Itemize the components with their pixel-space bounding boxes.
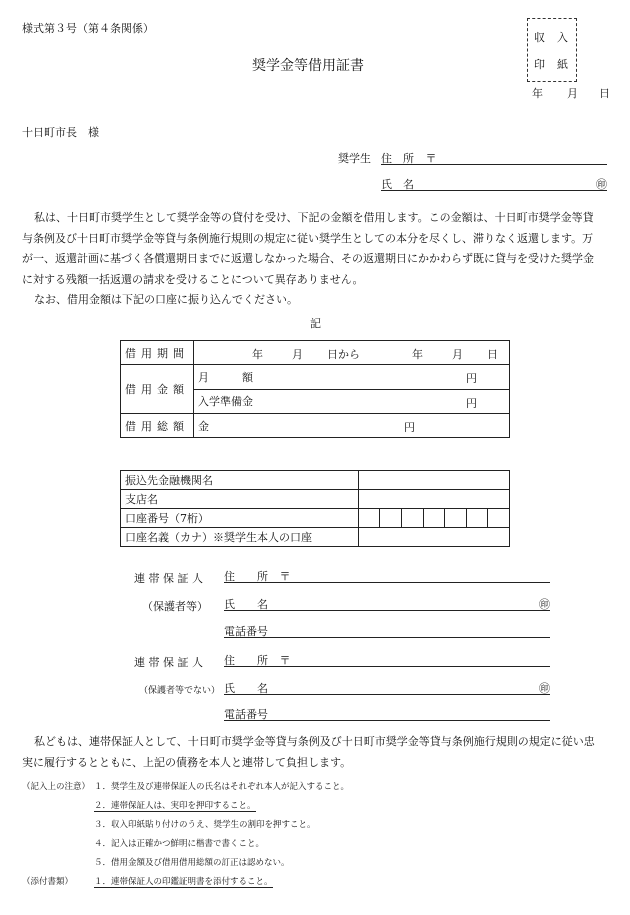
postal-mark: 〒 xyxy=(279,654,291,667)
note-item: ４．記入は正確かつ鮮明に楷書で書くこと。 xyxy=(94,839,265,849)
bank-table xyxy=(120,470,510,547)
ki-mark: 記 xyxy=(310,317,321,330)
guarantor1-phone-field[interactable] xyxy=(224,623,550,638)
student-address-field[interactable] xyxy=(381,150,607,165)
date-month: 月 xyxy=(567,87,578,100)
addressee: 十日町市長 様 xyxy=(22,126,99,139)
notes-label: （記入上の注意） xyxy=(22,782,91,792)
attach-label: （添付書類） xyxy=(22,877,74,887)
monthly-cell[interactable] xyxy=(194,365,510,390)
prep-cell[interactable] xyxy=(194,389,510,414)
phone-label: 電話番号 xyxy=(224,708,268,721)
seal-mark: ㊞ xyxy=(596,178,607,191)
bank-label: 振込先金融機関名 xyxy=(121,471,359,490)
total-label: 借用総額 xyxy=(121,414,194,438)
phone-label: 電話番号 xyxy=(224,625,268,638)
guarantor1-name-field[interactable] xyxy=(224,596,550,611)
account-digit-box[interactable] xyxy=(466,509,488,528)
bank-field[interactable] xyxy=(358,471,509,490)
guarantor1-address-field[interactable] xyxy=(224,568,550,583)
stamp-char: 紙 xyxy=(557,58,568,71)
prep-label: 入学準備金 xyxy=(198,395,253,409)
date-day: 日 xyxy=(599,87,610,100)
name-label: 氏 名 xyxy=(224,682,268,695)
guarantor2-phone-field[interactable] xyxy=(224,706,550,721)
period-month1: 月 xyxy=(292,348,303,361)
yen-mark: 円 xyxy=(466,372,477,385)
body-paragraph xyxy=(22,208,614,311)
account-label: 口座番号（7桁） xyxy=(121,509,359,528)
name-label: 氏 名 xyxy=(381,178,414,191)
student-label: 奨学生 xyxy=(338,152,371,165)
attach-item: １．連帯保証人の印鑑証明書を添付すること。 xyxy=(94,877,273,887)
guarantor2-label: 連 帯 保 証 人 xyxy=(134,656,203,669)
document-title: 奨学金等借用証書 xyxy=(252,58,364,74)
period-cell[interactable] xyxy=(194,341,510,365)
note-item: ３．収入印紙貼り付けのうえ、奨学生の割印を押すこと。 xyxy=(94,820,316,830)
amount-label: 借用金額 xyxy=(121,365,194,414)
closing-line: 実に履行するとともに、上記の債務を本人と連帯して負担します。 xyxy=(22,755,352,769)
address-label: 住 所 xyxy=(381,152,414,165)
period-year1: 年 xyxy=(252,348,263,361)
student-name-field[interactable] xyxy=(381,176,607,191)
account-digit-box[interactable] xyxy=(445,509,467,528)
period-from: 日から xyxy=(327,348,360,361)
closing-line: 私どもは、連帯保証人として、十日町市奨学金等貸与条例及び十日町市奨学金等貸与条例施行規則の規定に従い忠 xyxy=(34,735,595,748)
note-item: １．奨学生及び連帯保証人の氏名はそれぞれ本人が記入すること。 xyxy=(94,782,350,792)
stamp-char: 収 xyxy=(534,31,545,44)
body-line: 与条例及び十日町市奨学金等貸与条例施行規則の規定に従い奨学生としての本分を尽くし、滞りなく返還します。万 xyxy=(22,231,594,245)
stamp-char: 入 xyxy=(557,31,568,44)
stamp-char: 印 xyxy=(534,58,545,71)
revenue-stamp-box xyxy=(527,18,577,82)
monthly-label: 月 額 xyxy=(198,370,253,384)
yen-mark: 円 xyxy=(466,396,477,410)
postal-mark: 〒 xyxy=(425,152,437,165)
body-line: に対する残額一括返還の請求を受けることについて異存ありません。 xyxy=(22,272,364,286)
account-digit-box[interactable] xyxy=(488,509,510,528)
closing-paragraph xyxy=(22,732,614,773)
note-item: ５．借用金額及び借用借用総額の訂正は認めない。 xyxy=(94,858,290,868)
holder-field[interactable] xyxy=(358,528,509,547)
note-item: ２．連帯保証人は、実印を押印すること。 xyxy=(94,801,256,811)
branch-field[interactable] xyxy=(358,490,509,509)
account-digit-box[interactable] xyxy=(401,509,423,528)
account-digit-box[interactable] xyxy=(358,509,380,528)
postal-mark: 〒 xyxy=(279,570,291,583)
period-day2: 日 xyxy=(487,348,498,361)
body-line: 私は、十日町市奨学生として奨学金等の貸付を受け、下記の金額を借用します。この金額は、十日町市奨学金等貸 xyxy=(34,211,594,224)
form-number: 様式第３号（第４条関係） xyxy=(22,22,154,35)
loan-table xyxy=(120,340,510,438)
branch-label: 支店名 xyxy=(121,490,359,509)
period-label: 借用期間 xyxy=(121,341,194,365)
yen-mark: 円 xyxy=(404,421,415,434)
account-digit-box[interactable] xyxy=(423,509,445,528)
address-label: 住 所 xyxy=(224,654,268,667)
body-line: が一、返還計画に基づく各償還期日までに返還しなかった場合、その返還期日にかかわらず既に貸与を受けた奨学金 xyxy=(22,252,594,265)
address-label: 住 所 xyxy=(224,570,268,583)
guarantor1-sub: （保護者等） xyxy=(142,600,208,613)
guarantor1-label: 連 帯 保 証 人 xyxy=(134,572,203,585)
seal-mark: ㊞ xyxy=(539,682,550,695)
kin-mark: 金 xyxy=(198,419,209,433)
total-cell[interactable] xyxy=(194,414,510,438)
account-digit-box[interactable] xyxy=(380,509,402,528)
guarantor2-name-field[interactable] xyxy=(224,680,550,695)
holder-label: 口座名義（カナ）※奨学生本人の口座 xyxy=(121,528,359,547)
body-line: なお、借用金額は下記の口座に振り込んでください。 xyxy=(34,293,298,306)
guarantor2-sub: （保護者等でない） xyxy=(139,686,221,696)
period-year2: 年 xyxy=(412,348,423,361)
date-year: 年 xyxy=(532,87,543,100)
seal-mark: ㊞ xyxy=(539,598,550,611)
period-month2: 月 xyxy=(452,348,463,361)
name-label: 氏 名 xyxy=(224,598,268,611)
guarantor2-address-field[interactable] xyxy=(224,652,550,667)
